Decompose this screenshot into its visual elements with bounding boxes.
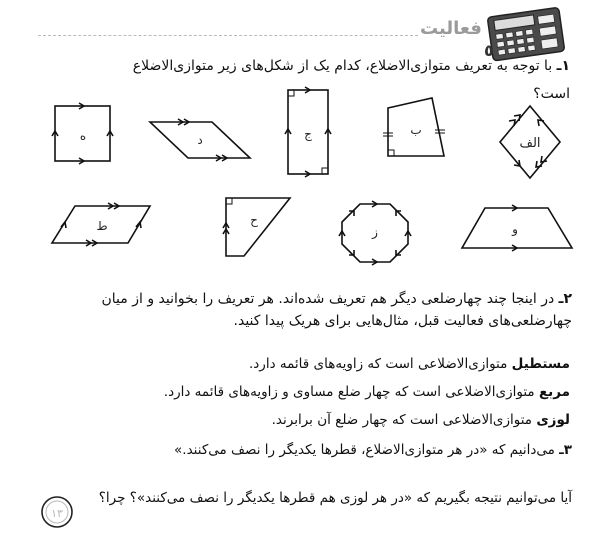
definition-rhombus [272, 410, 570, 430]
label-ha: ح [250, 213, 258, 227]
page-header [0, 0, 600, 60]
header-divider [38, 35, 418, 36]
question-text: می‌دانیم که «در هر متوازی‌الاضلاع، قطرها یکدیگر را نصف می‌کنند.» [174, 442, 555, 458]
activity-title: فعالیت [420, 18, 482, 39]
definition-text: متوازی‌الاضلاعی است که زاویه‌های قائمه دارد. [249, 356, 508, 372]
label-v: و [512, 222, 518, 236]
label-b: ب [410, 123, 422, 137]
term: مربع [538, 384, 570, 400]
label-z: ز [372, 225, 378, 239]
label-j: ج [304, 127, 312, 141]
question-text: با توجه به تعریف متوازی‌الاضلاع، کدام یک از شکل‌های زیر متوازی‌الاضلاع [132, 58, 553, 74]
svg-text:٥: ٥ [484, 41, 494, 60]
question-2 [20, 288, 572, 332]
calculator-icon [482, 4, 572, 64]
question-number: ۲ـ [558, 291, 572, 307]
question-3-followup [99, 488, 572, 508]
page-number-badge [40, 495, 74, 529]
label-h: ه [79, 129, 87, 143]
label-alef: الف [519, 136, 541, 151]
shape-trapezoid-h [223, 198, 290, 256]
page-number: ۱۳ [51, 507, 63, 520]
question-text: در اینجا چند چهارضلعی دیگر هم تعریف شده‌اند. هر تعریف را بخوانید و از میان چهارضلعی‌های فعالیت قبل، مثال‌هایی برای هریک پیدا کنید. [101, 291, 572, 329]
definition-square [164, 382, 570, 402]
question-text: آیا می‌توانیم نتیجه بگیریم که «در هر لوزی هم قطرها یکدیگر را نصف می‌کنند»؟ چرا؟ [98, 490, 572, 506]
question-1 [30, 56, 570, 76]
definition-text: متوازی‌الاضلاعی است که چهار ضلع آن برابرند. [271, 412, 533, 428]
question-3 [174, 440, 572, 460]
question-text-cont: است؟ [533, 86, 570, 102]
label-d: د [197, 133, 203, 147]
label-t: ط [96, 219, 108, 233]
definition-rectangle [249, 354, 570, 374]
shapes-figure [0, 78, 600, 278]
question-number: ۱ـ [556, 58, 570, 74]
term: مستطیل [511, 356, 570, 372]
question-number: ۳ـ [559, 442, 572, 458]
definition-text: متوازی‌الاضلاعی است که چهار ضلع مساوی و زاویه‌های قائمه دارد. [163, 384, 535, 400]
term: لوزی [536, 412, 570, 428]
